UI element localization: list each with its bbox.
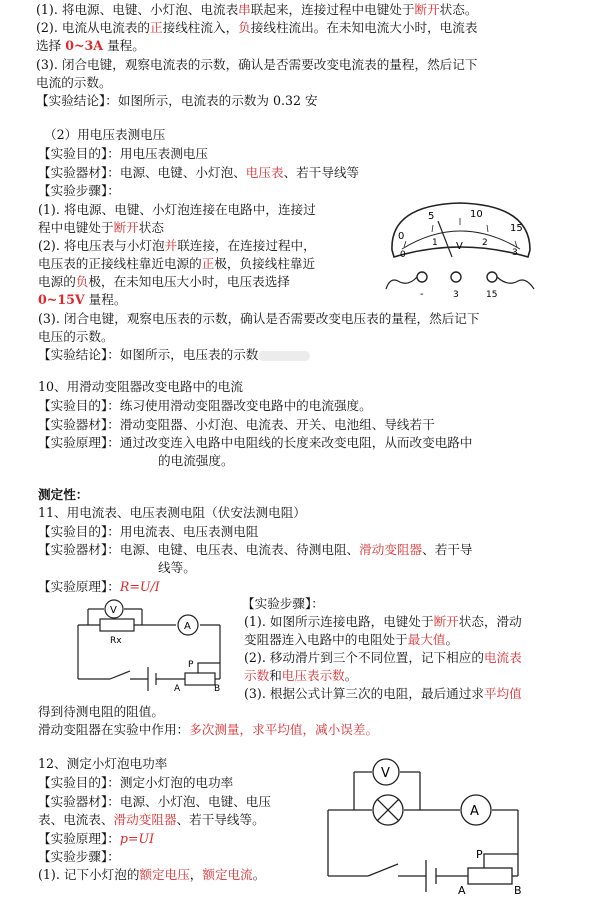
s11-step3a: (3). 根据公式计算三次的电阻，最后通过求平均值 bbox=[244, 686, 522, 701]
s9-line2: (2). 电流从电流表的正接线柱流入，负接线柱流出。在未知电流大小时，电流表 bbox=[36, 20, 478, 35]
voltage-step1b: 程中电键处于断开状态 bbox=[38, 220, 164, 235]
blurred-value bbox=[258, 351, 310, 361]
s11-equipment1: 【实验器材】：电源、电键、电压表、电流表、待测电阻、滑动变阻器、若干导 bbox=[38, 542, 473, 557]
voltmeter-bottom-0: 0 bbox=[400, 250, 406, 260]
s11-step1a: (1). 如图所示连接电路，电键处于断开状态，滑动 bbox=[244, 614, 522, 629]
voltmeter-top-15: 15 bbox=[510, 223, 523, 234]
svg-text:A: A bbox=[470, 804, 479, 819]
voltmeter-top-0: 0 bbox=[398, 231, 405, 242]
s10-principle2: 的电流强度。 bbox=[158, 453, 234, 468]
s11-title: 11、用电流表、电压表测电阻（伏安法测电阻） bbox=[38, 505, 306, 520]
s9-line3: 选择 0~3A 量程。 bbox=[36, 38, 145, 53]
voltage-step3b: 电压的示数。 bbox=[38, 329, 114, 344]
svg-text:V: V bbox=[110, 605, 117, 616]
voltage-equipment: 【实验器材】：电源、电键、小灯泡、电压表、若干导线等 bbox=[38, 165, 360, 180]
voltmeter-bottom-1: 1 bbox=[432, 238, 438, 248]
voltmeter-top-5: 5 bbox=[428, 211, 435, 222]
terminal-neg: - bbox=[420, 289, 424, 300]
voltage-step3a: (3). 闭合电键，观察电压表的示数，确认是否需要改变电压表的量程，然后记下 bbox=[38, 311, 480, 326]
s12-step1: (1). 记下小灯泡的额定电压，额定电流。 bbox=[38, 867, 266, 882]
circuit-power bbox=[318, 758, 530, 898]
resistor-rx bbox=[100, 619, 134, 631]
svg-text:A: A bbox=[174, 684, 181, 692]
s11-role: 滑动变阻器在实验中作用：多次测量，求平均值，减小误差。 bbox=[38, 722, 379, 737]
svg-text:P: P bbox=[476, 848, 483, 861]
voltmeter-bottom-3: 3 bbox=[512, 248, 518, 258]
s9-line5: 电流的示数。 bbox=[36, 75, 112, 90]
s10-equipment: 【实验器材】：滑动变阻器、小灯泡、电流表、开关、电池组、导线若干 bbox=[38, 417, 435, 432]
s12-purpose: 【实验目的】：测定小灯泡的电功率 bbox=[38, 775, 234, 790]
voltage-step2d: 0~15V 量程。 bbox=[38, 292, 127, 307]
svg-text:B: B bbox=[514, 884, 522, 897]
voltmeter-bottom-2: 2 bbox=[482, 238, 488, 248]
s11-principle: 【实验原理】：R=U/I bbox=[38, 579, 160, 594]
s9-line1: (1). 将电源、电键、小灯泡、电流表串联起来，连接过程中电键处于断开状态。 bbox=[36, 2, 478, 17]
voltage-title: （2）用电压表测电压 bbox=[44, 127, 166, 142]
voltage-step2c: 电源的负极，在未知电压大小时，电压表选择 bbox=[38, 274, 290, 289]
svg-text:P: P bbox=[188, 660, 194, 670]
circuit-resistance bbox=[70, 597, 240, 692]
s9-conclusion: 【实验结论】：如图所示，电流表的示数为 0.32 安 bbox=[36, 93, 318, 108]
s12-title: 12、测定小灯泡电功率 bbox=[38, 756, 168, 771]
voltmeter-top-10: 10 bbox=[470, 209, 483, 220]
svg-text:Rx: Rx bbox=[110, 636, 122, 646]
s10-purpose: 【实验目的】：练习使用滑动变阻器改变电路中的电流强度。 bbox=[38, 398, 372, 413]
s10-title: 10、用滑动变阻器改变电路中的电流 bbox=[38, 379, 243, 394]
s11-step2b: 示数和电压表示数。 bbox=[244, 668, 358, 683]
s11-step2a: (2). 移动滑片到三个不同位置，记下相应的电流表 bbox=[244, 650, 522, 665]
voltage-conclusion: 【实验结论】：如图所示，电压表的示数 bbox=[38, 347, 310, 363]
s11-step1b: 变阻器连入电路中的电阻处于最大值。 bbox=[244, 632, 459, 647]
s11-steps-label: 【实验步骤】： bbox=[242, 596, 324, 611]
voltage-step1a: (1). 将电源、电键、小灯泡连接在电路中，连接过 bbox=[38, 202, 316, 217]
svg-text:A: A bbox=[458, 884, 466, 897]
s12-steps-label: 【实验步骤】： bbox=[38, 849, 120, 864]
s12-principle: 【实验原理】：p=UI bbox=[38, 831, 155, 846]
s12-equipment1: 【实验器材】：电源、小灯泡、电键、电压 bbox=[38, 794, 271, 809]
s10-principle1: 【实验原理】：通过改变连入电路中电阻线的长度来改变电阻，从而改变电路中 bbox=[38, 435, 473, 450]
s11-purpose: 【实验目的】：用电流表、电压表测电阻 bbox=[38, 524, 259, 539]
terminal-3: 3 bbox=[453, 290, 459, 300]
s12-equipment2: 表、电流表、滑动变阻器、若干导线等。 bbox=[38, 812, 265, 827]
voltage-step2b: 电压表的正接线柱靠近电源的正极，负接线柱靠近 bbox=[38, 256, 316, 271]
s11-step3b: 得到待测电阻的阻值。 bbox=[38, 704, 164, 719]
voltage-purpose: 【实验目的】：用电压表测电压 bbox=[38, 146, 209, 161]
voltmeter-illustration bbox=[380, 195, 540, 305]
voltmeter-unit: V bbox=[456, 241, 463, 252]
svg-text:V: V bbox=[381, 766, 390, 781]
s9-line4: (3). 闭合电键，观察电流表的示数，确认是否需要改变电流表的量程，然后记下 bbox=[36, 57, 478, 72]
s11-equipment2: 线等。 bbox=[158, 560, 196, 575]
svg-text:B: B bbox=[214, 684, 221, 692]
s11-heading: 测定性： bbox=[38, 487, 89, 502]
svg-text:A: A bbox=[184, 621, 191, 632]
voltage-step2a: (2). 将电压表与小灯泡并联连接，在连接过程中， bbox=[38, 238, 316, 253]
terminal-15: 15 bbox=[486, 290, 498, 300]
voltage-steps-label: 【实验步骤】： bbox=[38, 183, 120, 198]
